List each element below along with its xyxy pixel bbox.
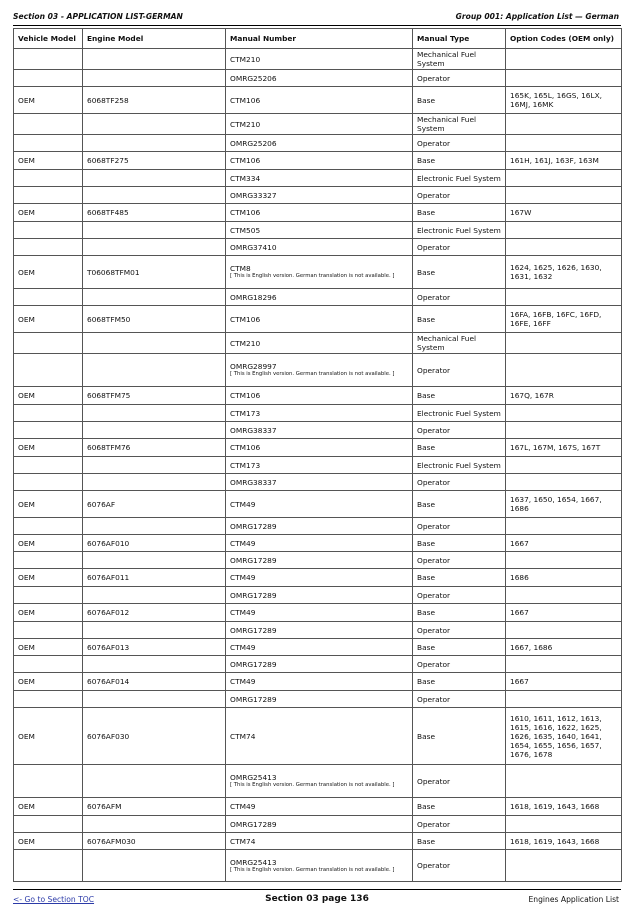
manual-type-cell: Base — [413, 204, 506, 222]
manual-number-cell — [226, 387, 413, 405]
manual-type-cell: Base — [413, 833, 506, 850]
manual-type-cell: Base — [413, 87, 506, 114]
group-title: Group 001: Application List — German — [455, 12, 619, 21]
vehicle-model-cell — [14, 135, 83, 152]
vehicle-model-cell: OEM — [14, 639, 83, 656]
vehicle-model-cell — [14, 187, 83, 204]
manual-type-cell: Base — [413, 673, 506, 691]
translation-note: [ This is English version. German translation is not available. ] — [230, 782, 395, 789]
engine-model-cell — [83, 222, 226, 239]
engine-model-cell: 6076AF — [83, 491, 226, 518]
table-row — [14, 622, 622, 639]
manual-number: CTM106 — [230, 208, 261, 217]
option-codes-cell: 1667 — [506, 604, 622, 622]
table-header-row — [14, 29, 622, 49]
manual-number-cell — [226, 691, 413, 708]
vehicle-model-cell — [14, 354, 83, 387]
col-header-vehicle-model: Vehicle Model — [14, 29, 83, 49]
table-row — [14, 604, 622, 622]
vehicle-model-cell — [14, 222, 83, 239]
engine-model-cell — [83, 816, 226, 833]
engine-model-cell — [83, 518, 226, 535]
manual-type-cell: Base — [413, 439, 506, 457]
engine-model-cell: 6068TFM75 — [83, 387, 226, 405]
vehicle-model-cell — [14, 333, 83, 354]
manual-number-cell — [226, 765, 413, 798]
table-row — [14, 114, 622, 135]
manual-type-cell: Operator — [413, 816, 506, 833]
manual-number-cell — [226, 708, 413, 765]
manual-type-cell: Base — [413, 708, 506, 765]
option-codes-cell — [506, 239, 622, 256]
engine-model-cell: 6076AF030 — [83, 708, 226, 765]
table-row — [14, 691, 622, 708]
option-codes-cell: 1618, 1619, 1643, 1668 — [506, 833, 622, 850]
option-codes-cell — [506, 70, 622, 87]
section-title: Section 03 - APPLICATION LIST-GERMAN — [13, 12, 183, 21]
manual-number: CTM106 — [230, 95, 261, 105]
manual-type-cell: Base — [413, 798, 506, 816]
manual-number: CTM106 — [230, 314, 261, 324]
vehicle-model-cell — [14, 114, 83, 135]
table-row — [14, 457, 622, 474]
vehicle-model-cell: OEM — [14, 439, 83, 457]
manual-number: OMRG25413 — [230, 773, 277, 783]
option-codes-cell: 1618, 1619, 1643, 1668 — [506, 798, 622, 816]
vehicle-model-cell: OEM — [14, 491, 83, 518]
manual-type-cell: Electronic Fuel System — [413, 405, 506, 422]
manual-type-cell: Operator — [413, 518, 506, 535]
vehicle-model-cell — [14, 422, 83, 439]
manual-number-cell — [226, 49, 413, 70]
manual-number: CTM210 — [230, 119, 261, 129]
vehicle-model-cell: OEM — [14, 604, 83, 622]
manual-number-cell — [226, 622, 413, 639]
manual-number-cell — [226, 457, 413, 474]
manual-type-cell: Mechanical Fuel System — [413, 333, 506, 354]
application-table — [13, 28, 622, 882]
manual-number-cell — [226, 656, 413, 673]
manual-type-cell: Base — [413, 639, 506, 656]
vehicle-model-cell — [14, 170, 83, 187]
vehicle-model-cell — [14, 622, 83, 639]
option-codes-cell: 167L, 167M, 167S, 167T — [506, 439, 622, 457]
manual-number: OMRG17289 — [230, 694, 277, 704]
manual-number-cell — [226, 833, 413, 850]
table-row — [14, 518, 622, 535]
option-codes-cell — [506, 422, 622, 439]
vehicle-model-cell — [14, 656, 83, 673]
engine-model-cell: 6068TF485 — [83, 204, 226, 222]
table-row — [14, 152, 622, 170]
manual-number: OMRG17289 — [230, 555, 277, 565]
option-codes-cell — [506, 49, 622, 70]
manual-number: CTM106 — [230, 391, 261, 400]
manual-number: CTM49 — [230, 608, 256, 617]
option-codes-cell: 165K, 165L, 16GS, 16LX, 16MJ, 16MK — [506, 87, 622, 114]
col-header-manual-type: Manual Type — [413, 29, 506, 49]
option-codes-cell — [506, 474, 622, 491]
manual-type-cell: Operator — [413, 354, 506, 387]
engine-model-cell: 6076AF014 — [83, 673, 226, 691]
option-codes-cell: 1686 — [506, 569, 622, 587]
engine-model-cell — [83, 135, 226, 152]
vehicle-model-cell: OEM — [14, 306, 83, 333]
translation-note: [ This is English version. German translation is not available. ] — [230, 371, 395, 378]
option-codes-cell — [506, 656, 622, 673]
manual-number: CTM8 — [230, 264, 251, 274]
vehicle-model-cell: OEM — [14, 708, 83, 765]
engine-model-cell: 6068TF258 — [83, 87, 226, 114]
manual-number-cell — [226, 289, 413, 306]
engine-model-cell — [83, 70, 226, 87]
vehicle-model-cell — [14, 49, 83, 70]
option-codes-cell — [506, 765, 622, 798]
manual-number: CTM49 — [230, 677, 256, 686]
manual-number-cell — [226, 170, 413, 187]
table-row — [14, 70, 622, 87]
manual-type-cell: Operator — [413, 70, 506, 87]
option-codes-cell — [506, 405, 622, 422]
table-row — [14, 422, 622, 439]
manual-type-cell: Electronic Fuel System — [413, 170, 506, 187]
manual-type-cell: Operator — [413, 135, 506, 152]
vehicle-model-cell — [14, 518, 83, 535]
manual-number-cell — [226, 604, 413, 622]
vehicle-model-cell — [14, 816, 83, 833]
table-row — [14, 256, 622, 289]
option-codes-cell — [506, 622, 622, 639]
col-header-manual-number: Manual Number — [226, 29, 413, 49]
table-row — [14, 239, 622, 256]
table-row — [14, 569, 622, 587]
engine-model-cell — [83, 405, 226, 422]
manual-number-cell — [226, 222, 413, 239]
table-row — [14, 798, 622, 816]
engine-model-cell — [83, 552, 226, 569]
manual-number: CTM49 — [230, 499, 256, 509]
vehicle-model-cell — [14, 239, 83, 256]
option-codes-cell — [506, 457, 622, 474]
manual-number: CTM210 — [230, 338, 261, 348]
table-row — [14, 491, 622, 518]
manual-number: OMRG37410 — [230, 242, 277, 252]
table-row — [14, 306, 622, 333]
table-row — [14, 354, 622, 387]
manual-number: OMRG25413 — [230, 857, 277, 867]
manual-number: OMRG17289 — [230, 590, 277, 600]
manual-number-cell — [226, 135, 413, 152]
option-codes-cell: 167Q, 167R — [506, 387, 622, 405]
manual-number: CTM106 — [230, 156, 261, 165]
manual-number: CTM74 — [230, 731, 256, 741]
manual-type-cell: Operator — [413, 765, 506, 798]
manual-number: CTM106 — [230, 443, 261, 452]
manual-type-cell: Mechanical Fuel System — [413, 114, 506, 135]
engine-model-cell — [83, 850, 226, 882]
option-codes-cell — [506, 333, 622, 354]
manual-number: OMRG18296 — [230, 292, 277, 302]
manual-type-cell: Mechanical Fuel System — [413, 49, 506, 70]
manual-number-cell — [226, 850, 413, 882]
manual-number-cell — [226, 816, 413, 833]
engine-model-cell: 6076AFM — [83, 798, 226, 816]
option-codes-cell — [506, 187, 622, 204]
vehicle-model-cell — [14, 457, 83, 474]
manual-number-cell — [226, 114, 413, 135]
engine-model-cell — [83, 474, 226, 491]
manual-number-cell — [226, 798, 413, 816]
option-codes-cell: 167W — [506, 204, 622, 222]
manual-type-cell: Operator — [413, 187, 506, 204]
table-row — [14, 552, 622, 569]
option-codes-cell — [506, 816, 622, 833]
table-row — [14, 474, 622, 491]
table-body — [14, 49, 622, 882]
vehicle-model-cell: OEM — [14, 152, 83, 170]
manual-number-cell — [226, 405, 413, 422]
manual-type-cell: Operator — [413, 622, 506, 639]
option-codes-cell — [506, 691, 622, 708]
engine-model-cell — [83, 354, 226, 387]
table-row — [14, 656, 622, 673]
manual-number-cell — [226, 673, 413, 691]
manual-type-cell: Operator — [413, 656, 506, 673]
vehicle-model-cell: OEM — [14, 798, 83, 816]
engine-model-cell: 6068TFM76 — [83, 439, 226, 457]
vehicle-model-cell: OEM — [14, 833, 83, 850]
page-header — [13, 8, 621, 26]
manual-number: OMRG28997 — [230, 362, 277, 372]
manual-number: CTM49 — [230, 642, 256, 652]
table-row — [14, 765, 622, 798]
engine-model-cell — [83, 49, 226, 70]
table-row — [14, 135, 622, 152]
vehicle-model-cell — [14, 405, 83, 422]
manual-type-cell: Base — [413, 306, 506, 333]
manual-type-cell: Operator — [413, 474, 506, 491]
vehicle-model-cell — [14, 765, 83, 798]
option-codes-cell: 16FA, 16FB, 16FC, 16FD, 16FE, 16FF — [506, 306, 622, 333]
engine-model-cell — [83, 587, 226, 604]
option-codes-cell — [506, 587, 622, 604]
manual-number: OMRG17289 — [230, 659, 277, 669]
table-row — [14, 587, 622, 604]
manual-type-cell: Operator — [413, 850, 506, 882]
table-row — [14, 708, 622, 765]
engine-model-cell: T06068TFM01 — [83, 256, 226, 289]
manual-type-cell: Base — [413, 387, 506, 405]
vehicle-model-cell: OEM — [14, 256, 83, 289]
option-codes-cell — [506, 170, 622, 187]
option-codes-cell: 1667 — [506, 673, 622, 691]
manual-type-cell: Base — [413, 256, 506, 289]
manual-number: CTM49 — [230, 802, 256, 811]
option-codes-cell: 1624, 1625, 1626, 1630, 1631, 1632 — [506, 256, 622, 289]
manual-number: CTM49 — [230, 573, 256, 582]
manual-number-cell — [226, 187, 413, 204]
table-row — [14, 187, 622, 204]
manual-number-cell — [226, 491, 413, 518]
engine-model-cell — [83, 239, 226, 256]
vehicle-model-cell: OEM — [14, 87, 83, 114]
manual-number-cell — [226, 239, 413, 256]
manual-number: OMRG17289 — [230, 819, 277, 829]
manual-number-cell — [226, 333, 413, 354]
engine-model-cell: 6076AF011 — [83, 569, 226, 587]
manual-type-cell: Operator — [413, 691, 506, 708]
manual-type-cell: Operator — [413, 289, 506, 306]
engine-model-cell — [83, 289, 226, 306]
vehicle-model-cell: OEM — [14, 204, 83, 222]
col-header-option-codes: Option Codes (OEM only) — [506, 29, 622, 49]
option-codes-cell: 161H, 161J, 163F, 163M — [506, 152, 622, 170]
manual-number: CTM334 — [230, 173, 261, 183]
manual-type-cell: Electronic Fuel System — [413, 457, 506, 474]
manual-type-cell: Operator — [413, 239, 506, 256]
option-codes-cell — [506, 354, 622, 387]
table-row — [14, 49, 622, 70]
manual-number-cell — [226, 518, 413, 535]
table-row — [14, 204, 622, 222]
page-number: Section 03 page 136 — [265, 894, 369, 904]
option-codes-cell: 1610, 1611, 1612, 1613, 1615, 1616, 1622, 1625, 1626, 1635, 1640, 1641, 1654, 1655, 1656, 1657, 1676, 1678 — [506, 708, 622, 765]
table-row — [14, 833, 622, 850]
option-codes-cell — [506, 552, 622, 569]
table-row — [14, 639, 622, 656]
engine-model-cell — [83, 333, 226, 354]
manual-number-cell — [226, 306, 413, 333]
table-row — [14, 222, 622, 239]
option-codes-cell: 1667 — [506, 535, 622, 552]
vehicle-model-cell — [14, 552, 83, 569]
engine-model-cell — [83, 114, 226, 135]
manual-number: OMRG38337 — [230, 425, 277, 435]
option-codes-cell: 1667, 1686 — [506, 639, 622, 656]
option-codes-cell: 1637, 1650, 1654, 1667, 1686 — [506, 491, 622, 518]
manual-type-cell: Base — [413, 569, 506, 587]
manual-type-cell: Operator — [413, 422, 506, 439]
engine-model-cell — [83, 457, 226, 474]
manual-number-cell — [226, 474, 413, 491]
table-row — [14, 405, 622, 422]
option-codes-cell — [506, 135, 622, 152]
manual-type-cell: Electronic Fuel System — [413, 222, 506, 239]
option-codes-cell — [506, 222, 622, 239]
manual-number-cell — [226, 354, 413, 387]
engine-model-cell: 6076AF013 — [83, 639, 226, 656]
vehicle-model-cell — [14, 691, 83, 708]
manual-number: CTM173 — [230, 460, 261, 470]
manual-number-cell — [226, 587, 413, 604]
table-row — [14, 673, 622, 691]
manual-type-cell: Base — [413, 152, 506, 170]
manual-number-cell — [226, 552, 413, 569]
table-row — [14, 439, 622, 457]
manual-number-cell — [226, 152, 413, 170]
col-header-engine-model: Engine Model — [83, 29, 226, 49]
footer-title: Engines Application List — [528, 895, 619, 904]
manual-number: CTM74 — [230, 836, 256, 846]
manual-type-cell: Operator — [413, 587, 506, 604]
manual-number-cell — [226, 422, 413, 439]
table-row — [14, 170, 622, 187]
vehicle-model-cell — [14, 289, 83, 306]
manual-number: CTM49 — [230, 538, 256, 548]
vehicle-model-cell: OEM — [14, 387, 83, 405]
manual-type-cell: Operator — [413, 552, 506, 569]
manual-number-cell — [226, 439, 413, 457]
vehicle-model-cell — [14, 70, 83, 87]
engine-model-cell: 6076AFM030 — [83, 833, 226, 850]
manual-number: CTM210 — [230, 54, 261, 64]
option-codes-cell — [506, 850, 622, 882]
engine-model-cell — [83, 691, 226, 708]
manual-number: OMRG25206 — [230, 73, 277, 83]
table-row — [14, 850, 622, 882]
engine-model-cell — [83, 422, 226, 439]
option-codes-cell — [506, 114, 622, 135]
vehicle-model-cell: OEM — [14, 673, 83, 691]
vehicle-model-cell: OEM — [14, 569, 83, 587]
manual-number: OMRG25206 — [230, 138, 277, 148]
manual-number-cell — [226, 535, 413, 552]
table-row — [14, 87, 622, 114]
manual-number: OMRG33327 — [230, 190, 277, 200]
table-row — [14, 289, 622, 306]
manual-type-cell: Base — [413, 491, 506, 518]
engine-model-cell — [83, 656, 226, 673]
engine-model-cell: 6076AF010 — [83, 535, 226, 552]
engine-model-cell — [83, 622, 226, 639]
manual-number-cell — [226, 70, 413, 87]
manual-number-cell — [226, 569, 413, 587]
engine-model-cell: 6076AF012 — [83, 604, 226, 622]
section-toc-link[interactable]: <- Go to Section TOC — [13, 895, 95, 904]
vehicle-model-cell — [14, 474, 83, 491]
vehicle-model-cell — [14, 587, 83, 604]
table-row — [14, 333, 622, 354]
manual-number: OMRG17289 — [230, 625, 277, 635]
vehicle-model-cell: OEM — [14, 535, 83, 552]
engine-model-cell — [83, 187, 226, 204]
manual-number: CTM173 — [230, 408, 261, 418]
engine-model-cell — [83, 765, 226, 798]
engine-model-cell: 6068TFM50 — [83, 306, 226, 333]
vehicle-model-cell — [14, 850, 83, 882]
page-footer — [13, 889, 621, 910]
table-row — [14, 535, 622, 552]
manual-number: OMRG38337 — [230, 477, 277, 487]
manual-number-cell — [226, 204, 413, 222]
manual-number: OMRG17289 — [230, 521, 277, 531]
manual-number-cell — [226, 87, 413, 114]
manual-type-cell: Base — [413, 604, 506, 622]
table-row — [14, 816, 622, 833]
engine-model-cell — [83, 170, 226, 187]
translation-note: [ This is English version. German translation is not available. ] — [230, 866, 395, 873]
translation-note: [ This is English version. German translation is not available. ] — [230, 273, 395, 280]
table-row — [14, 387, 622, 405]
option-codes-cell — [506, 518, 622, 535]
manual-number: CTM505 — [230, 225, 261, 235]
option-codes-cell — [506, 289, 622, 306]
manual-number-cell — [226, 639, 413, 656]
manual-type-cell: Base — [413, 535, 506, 552]
engine-model-cell: 6068TF275 — [83, 152, 226, 170]
manual-number-cell — [226, 256, 413, 289]
